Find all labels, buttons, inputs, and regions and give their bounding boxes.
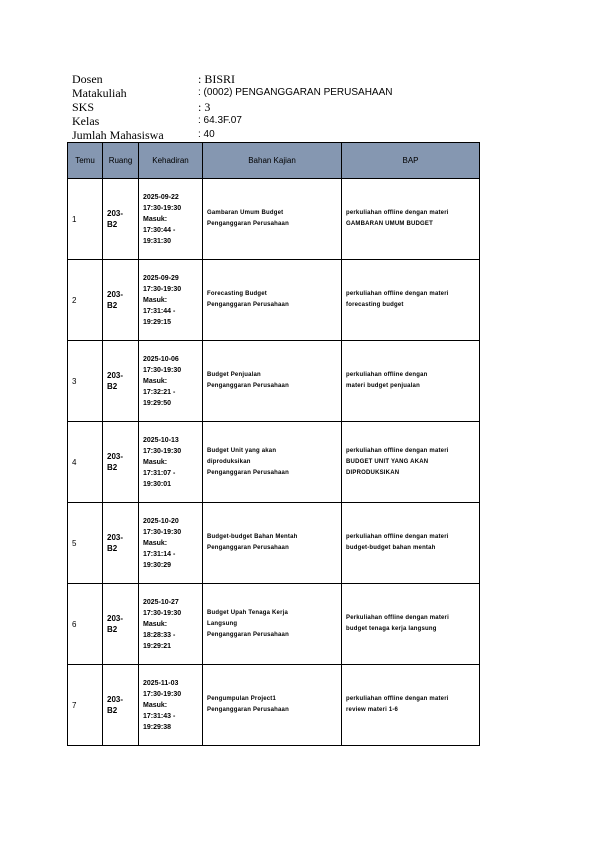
info-value: : 40: [198, 129, 215, 140]
cell-bahan-kajian-line: Penganggaran Perusahaan: [207, 469, 289, 476]
cell-kehadiran: [139, 422, 203, 503]
cell-kehadiran: [139, 260, 203, 341]
info-label: Jumlah Mahasiswa: [72, 128, 164, 142]
cell-ruang: [103, 665, 139, 746]
table-row: [68, 422, 480, 503]
cell-kehadiran-line: 2025-09-22: [143, 193, 179, 201]
cell-bap-line: budget-budget bahan mentah: [346, 545, 436, 551]
table-row: [68, 584, 480, 665]
cell-kehadiran-line: 2025-10-27: [143, 598, 179, 606]
cell-ruang-line: 203-: [107, 290, 124, 299]
cell-bap-line: perkuliahan offline dengan materi: [346, 534, 449, 540]
cell-ruang-line: B2: [107, 382, 118, 391]
cell-temu: 3: [68, 341, 103, 422]
cell-kehadiran-line: 19:29:50: [143, 399, 172, 407]
cell-bap-line: perkuliahan offline dengan materi: [346, 447, 449, 454]
cell-bahan-kajian: [203, 584, 342, 665]
cell-kehadiran-line: 17:31:07 -: [143, 469, 176, 477]
table-row: [68, 665, 480, 746]
cell-bahan-kajian-line: Penganggaran Perusahaan: [207, 383, 289, 389]
cell-bahan-kajian-line: Penganggaran Perusahaan: [207, 707, 289, 713]
cell-bap-line: perkuliahan offline dengan materi: [346, 210, 449, 216]
cell-bap-line: forecasting budget: [346, 302, 404, 308]
cell-bap: [342, 179, 480, 260]
cell-kehadiran-line: 17:30-19:30: [143, 609, 182, 617]
cell-bap-line: Perkuliahan offline dengan materi: [346, 615, 449, 621]
cell-bahan-kajian-line: Penganggaran Perusahaan: [207, 302, 289, 308]
cell-bap-line: perkuliahan offline dengan materi: [346, 291, 449, 297]
cell-kehadiran-line: 2025-10-06: [143, 355, 179, 363]
cell-kehadiran-line: 17:30-19:30: [143, 366, 182, 374]
info-row: [72, 100, 393, 114]
cell-temu: 4: [68, 422, 103, 503]
cell-ruang: [103, 503, 139, 584]
cell-ruang: [103, 260, 139, 341]
cell-ruang-line: 203-: [107, 371, 124, 380]
cell-kehadiran-line: 17:30-19:30: [143, 528, 182, 536]
cell-kehadiran-line: Masuk:: [143, 620, 168, 628]
cell-bap: [342, 260, 480, 341]
table-row: [68, 503, 480, 584]
cell-kehadiran-line: 2025-10-13: [143, 436, 179, 444]
cell-bap-line: GAMBARAN UMUM BUDGET: [346, 221, 433, 227]
cell-kehadiran-line: 17:32:21 -: [143, 388, 176, 396]
cell-kehadiran-line: 17:31:43 -: [143, 712, 176, 720]
cell-ruang: [103, 422, 139, 503]
cell-kehadiran-line: 19:29:21: [143, 642, 172, 650]
info-value: : BISRI: [198, 72, 236, 86]
cell-bap-line: review materi 1-6: [346, 707, 399, 713]
cell-kehadiran-line: 2025-11-03: [143, 679, 179, 687]
cell-kehadiran-line: 19:30:29: [143, 561, 172, 569]
cell-kehadiran-line: Masuk:: [143, 701, 168, 709]
cell-bap: [342, 422, 480, 503]
cell-bahan-kajian: [203, 665, 342, 746]
cell-ruang: [103, 341, 139, 422]
cell-bap: [342, 665, 480, 746]
cell-kehadiran: [139, 584, 203, 665]
cell-bahan-kajian: [203, 422, 342, 503]
cell-bahan-kajian-line: Penganggaran Perusahaan: [207, 221, 289, 227]
cell-kehadiran-line: 19:31:30: [143, 237, 172, 245]
cell-kehadiran-line: 19:30:01: [143, 480, 172, 488]
cell-kehadiran: [139, 503, 203, 584]
cell-ruang-line: B2: [107, 463, 118, 472]
cell-bap-line: perkuliahan offline dengan materi: [346, 696, 449, 702]
cell-ruang-line: B2: [107, 220, 118, 229]
cell-bap-line: BUDGET UNIT YANG AKAN: [346, 458, 429, 465]
cell-kehadiran-line: 19:29:38: [143, 723, 172, 731]
cell-ruang-line: B2: [107, 544, 118, 553]
cell-kehadiran-line: Masuk:: [143, 458, 168, 466]
info-label: Kelas: [72, 114, 100, 128]
cell-bap: [342, 341, 480, 422]
cell-bahan-kajian-line: diproduksikan: [207, 458, 251, 465]
info-value: : 3: [198, 100, 211, 114]
cell-kehadiran: [139, 341, 203, 422]
cell-kehadiran-line: 17:30-19:30: [143, 204, 182, 212]
cell-kehadiran-line: 17:31:44 -: [143, 307, 176, 315]
cell-ruang-line: 203-: [107, 614, 124, 623]
cell-ruang: [103, 584, 139, 665]
info-label: SKS: [72, 100, 95, 114]
cell-ruang-line: 203-: [107, 209, 124, 218]
cell-kehadiran: [139, 179, 203, 260]
cell-ruang-line: B2: [107, 301, 118, 310]
info-label: Matakuliah: [72, 86, 127, 100]
cell-kehadiran-line: 2025-09-29: [143, 274, 179, 282]
cell-ruang-line: B2: [107, 625, 118, 634]
cell-bap-line: DIPRODUKSIKAN: [346, 469, 400, 476]
header-kehadiran: Kehadiran: [139, 143, 203, 179]
header-ruang: Ruang: [103, 143, 139, 179]
cell-kehadiran: [139, 665, 203, 746]
info-label: Dosen: [72, 72, 103, 86]
cell-bap-line: budget tenaga kerja langsung: [346, 626, 437, 632]
cell-temu: 5: [68, 503, 103, 584]
cell-bahan-kajian-line: Penganggaran Perusahaan: [207, 631, 289, 638]
cell-bahan-kajian-line: Forecasting Budget: [207, 291, 267, 297]
cell-bahan-kajian-line: Budget Upah Tenaga Kerja: [207, 609, 289, 616]
cell-kehadiran-line: 19:29:15: [143, 318, 172, 326]
table-row: [68, 260, 480, 341]
info-value: : 64.3F.07: [198, 115, 242, 126]
info-value: : (0002) PENGANGGARAN PERUSAHAAN: [198, 87, 393, 98]
table-row: [68, 179, 480, 260]
cell-bahan-kajian-line: Gambaran Umum Budget: [207, 210, 284, 216]
cell-kehadiran-line: 17:30-19:30: [143, 447, 182, 455]
cell-bahan-kajian-line: Budget-budget Bahan Mentah: [207, 534, 298, 540]
cell-ruang: [103, 179, 139, 260]
cell-kehadiran-line: Masuk:: [143, 539, 168, 547]
cell-bahan-kajian-line: Budget Unit yang akan: [207, 447, 277, 454]
cell-ruang-line: 203-: [107, 452, 124, 461]
cell-kehadiran-line: Masuk:: [143, 377, 168, 385]
cell-ruang-line: 203-: [107, 533, 124, 542]
course-info: [72, 72, 393, 142]
cell-bap-line: materi budget penjualan: [346, 383, 420, 389]
cell-bap-line: perkuliahan offline dengan: [346, 372, 428, 378]
cell-kehadiran-line: 18:28:33 -: [143, 631, 176, 639]
cell-bahan-kajian: [203, 179, 342, 260]
cell-bahan-kajian: [203, 341, 342, 422]
cell-bahan-kajian: [203, 260, 342, 341]
cell-ruang-line: B2: [107, 706, 118, 715]
info-row: [72, 72, 393, 86]
cell-bahan-kajian-line: Penganggaran Perusahaan: [207, 545, 289, 551]
cell-bahan-kajian-line: Pengumpulan Project1: [207, 696, 277, 702]
cell-temu: 7: [68, 665, 103, 746]
cell-kehadiran-line: 17:31:14 -: [143, 550, 176, 558]
cell-bap: [342, 584, 480, 665]
cell-kehadiran-line: Masuk:: [143, 296, 168, 304]
table-row: [68, 341, 480, 422]
info-row: [72, 114, 393, 128]
attendance-table: [67, 142, 480, 746]
cell-kehadiran-line: 17:30-19:30: [143, 285, 182, 293]
cell-kehadiran-line: 17:30-19:30: [143, 690, 182, 698]
info-row: [72, 86, 393, 100]
table-header-row: [68, 143, 480, 179]
cell-kehadiran-line: 2025-10-20: [143, 517, 179, 525]
cell-temu: 1: [68, 179, 103, 260]
header-bap: BAP: [342, 143, 480, 179]
cell-bahan-kajian-line: Budget Penjualan: [207, 372, 261, 378]
header-bahan-kajian: Bahan Kajian: [203, 143, 342, 179]
info-row: [72, 128, 393, 142]
cell-bahan-kajian: [203, 503, 342, 584]
cell-bap: [342, 503, 480, 584]
cell-kehadiran-line: Masuk:: [143, 215, 168, 223]
cell-bahan-kajian-line: Langsung: [207, 620, 238, 627]
cell-kehadiran-line: 17:30:44 -: [143, 226, 176, 234]
cell-temu: 2: [68, 260, 103, 341]
cell-temu: 6: [68, 584, 103, 665]
header-temu: Temu: [68, 143, 103, 179]
cell-ruang-line: 203-: [107, 695, 124, 704]
